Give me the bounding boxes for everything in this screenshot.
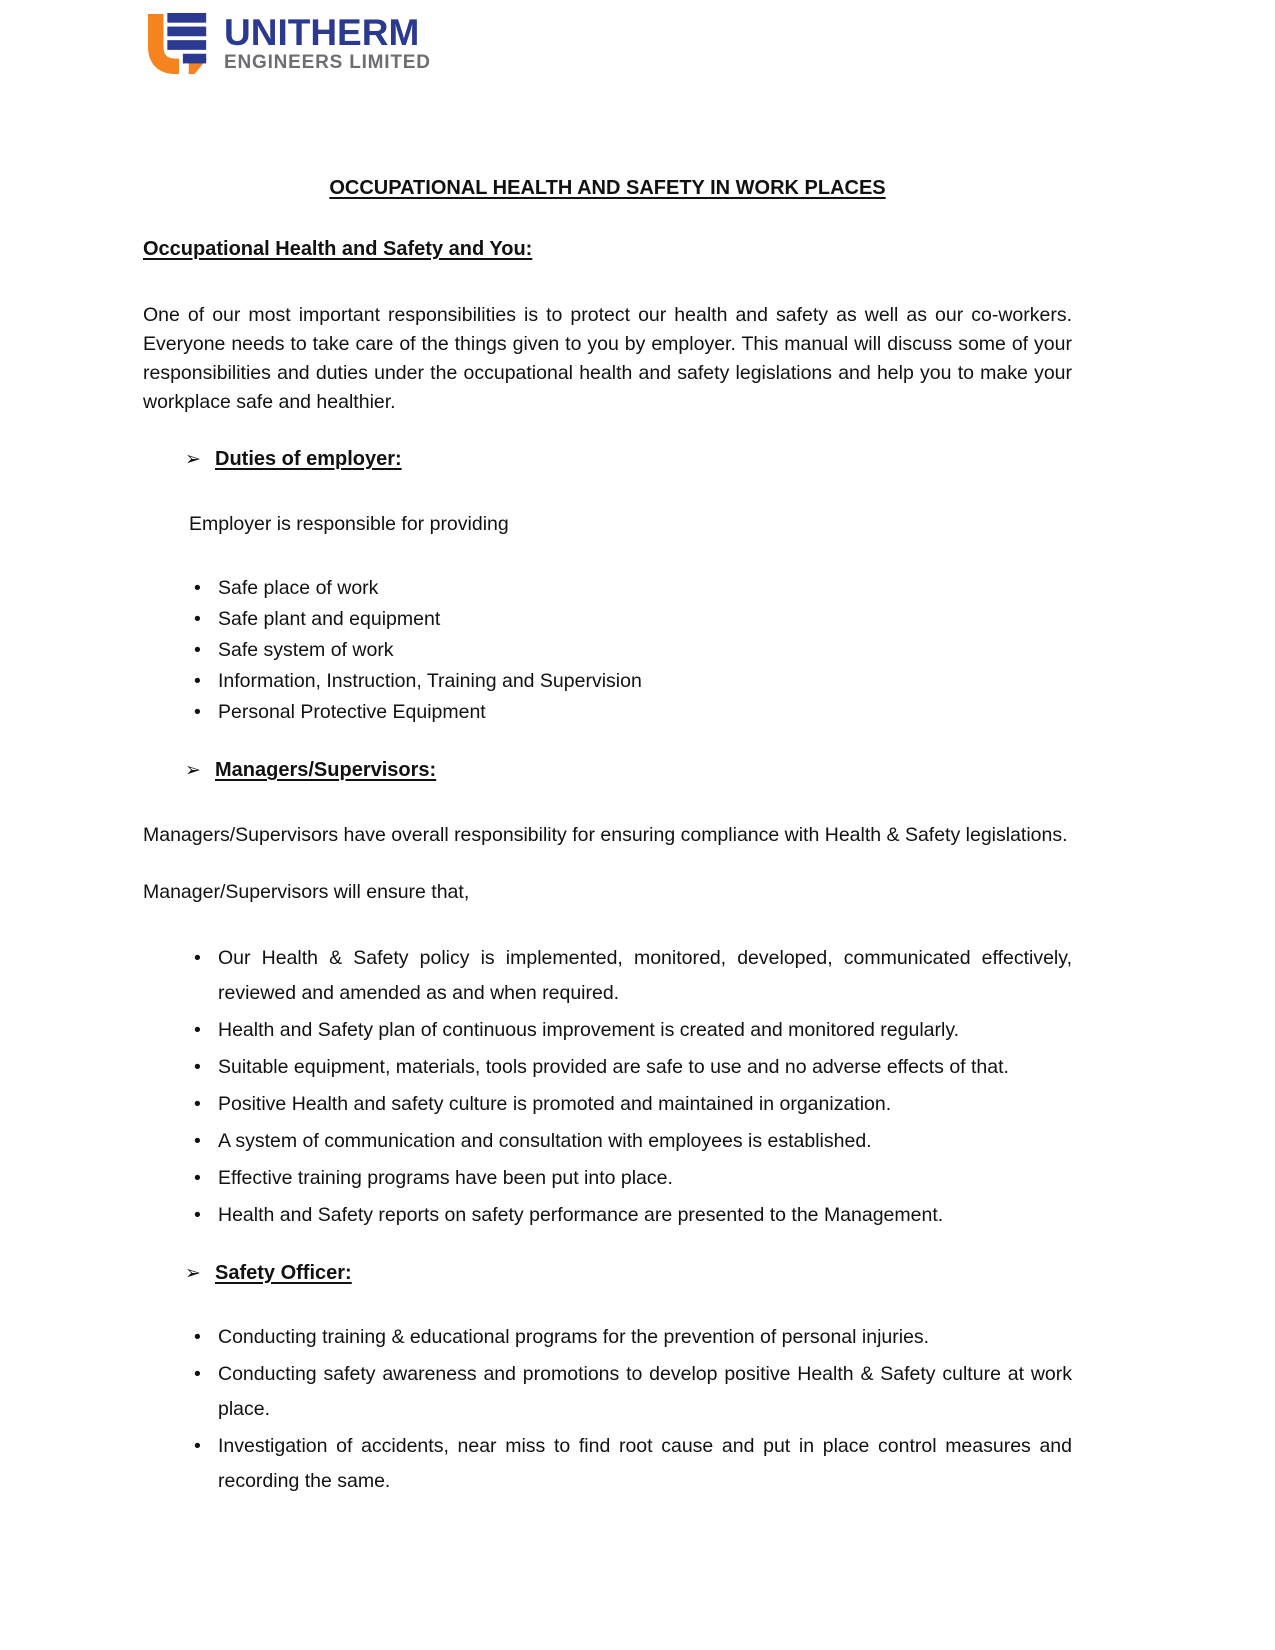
unitherm-ue-monogram-icon (146, 12, 212, 78)
section-heading-label: Safety Officer: (215, 1262, 352, 1284)
arrow-bullet-icon: ➢ (185, 1263, 201, 1284)
company-logo (146, 12, 431, 78)
manager-duty-list-item: • Our Health & Safety policy is implemented, monitored, developed, communicated effectively, reviewed and amended as and when required. (218, 941, 1072, 1011)
company-name: UNITHERM (224, 12, 420, 53)
manager-duty-list-item: • Health and Safety reports on safety performance are presented to the Management. (218, 1198, 1072, 1233)
employer-lead-text: Employer is responsible for providing (189, 513, 509, 535)
company-subtitle: ENGINEERS LIMITED (224, 52, 431, 73)
manager-duty-list-item: • Health and Safety plan of continuous improvement is created and monitored regularly. (218, 1013, 1072, 1048)
safety-officer-duty-list-item: • Investigation of accidents, near miss to find root cause and put in place control measures and recording the same. (218, 1429, 1072, 1499)
arrow-bullet-icon: ➢ (185, 760, 201, 781)
intro-heading: Occupational Health and Safety and You: (143, 238, 533, 260)
safety-officer-duties-list (143, 1320, 1072, 1499)
duty-list-item: • Information, Instruction, Training and Supervision (218, 666, 1072, 697)
employer-duties-list (143, 573, 1072, 728)
arrow-bullet-icon: ➢ (185, 449, 201, 470)
section-heading-safety-officer (143, 1261, 1072, 1286)
managers-duties-list (143, 941, 1072, 1233)
duty-list-item: • Safe system of work (218, 635, 1072, 666)
section-heading-label: Duties of employer: (215, 448, 402, 470)
duty-list-item: • Safe place of work (218, 573, 1072, 604)
manager-duty-list-item: • A system of communication and consultation with employees is established. (218, 1124, 1072, 1159)
duty-list-item: • Safe plant and equipment (218, 604, 1072, 635)
duty-list-item: • Personal Protective Equipment (218, 697, 1072, 728)
section-heading-managers-supervisors (143, 758, 1072, 783)
safety-officer-duty-list-item: • Conducting training & educational programs for the prevention of personal injuries. (218, 1320, 1072, 1355)
manager-duty-list-item: • Suitable equipment, materials, tools provided are safe to use and no adverse effects of that. (218, 1050, 1072, 1085)
safety-officer-duty-list-item: • Conducting safety awareness and promotions to develop positive Health & Safety culture at work place. (218, 1357, 1072, 1427)
manager-duty-list-item: • Effective training programs have been put into place. (218, 1161, 1072, 1196)
managers-responsibility-paragraph: Managers/Supervisors have overall responsibility for ensuring compliance with Health & Safety legislations. (143, 824, 1068, 846)
managers-lead-text: Manager/Supervisors will ensure that, (143, 881, 470, 903)
manager-duty-list-item: • Positive Health and safety culture is promoted and maintained in organization. (218, 1087, 1072, 1122)
document-title: OCCUPATIONAL HEALTH AND SAFETY IN WORK PLACES (329, 177, 886, 199)
intro-paragraph: One of our most important responsibilities is to protect our health and safety as well as our co-workers. Everyone needs to take care of the things given to you by employer. This manual will discuss some of your responsibilities and duties under the occupational health and safety legislations and help you to make your workplace safe and healthier. (143, 304, 1072, 413)
section-heading-label: Managers/Supervisors: (215, 759, 437, 781)
section-heading-duties-of-employer (143, 447, 1072, 472)
company-logo-text (224, 12, 431, 74)
